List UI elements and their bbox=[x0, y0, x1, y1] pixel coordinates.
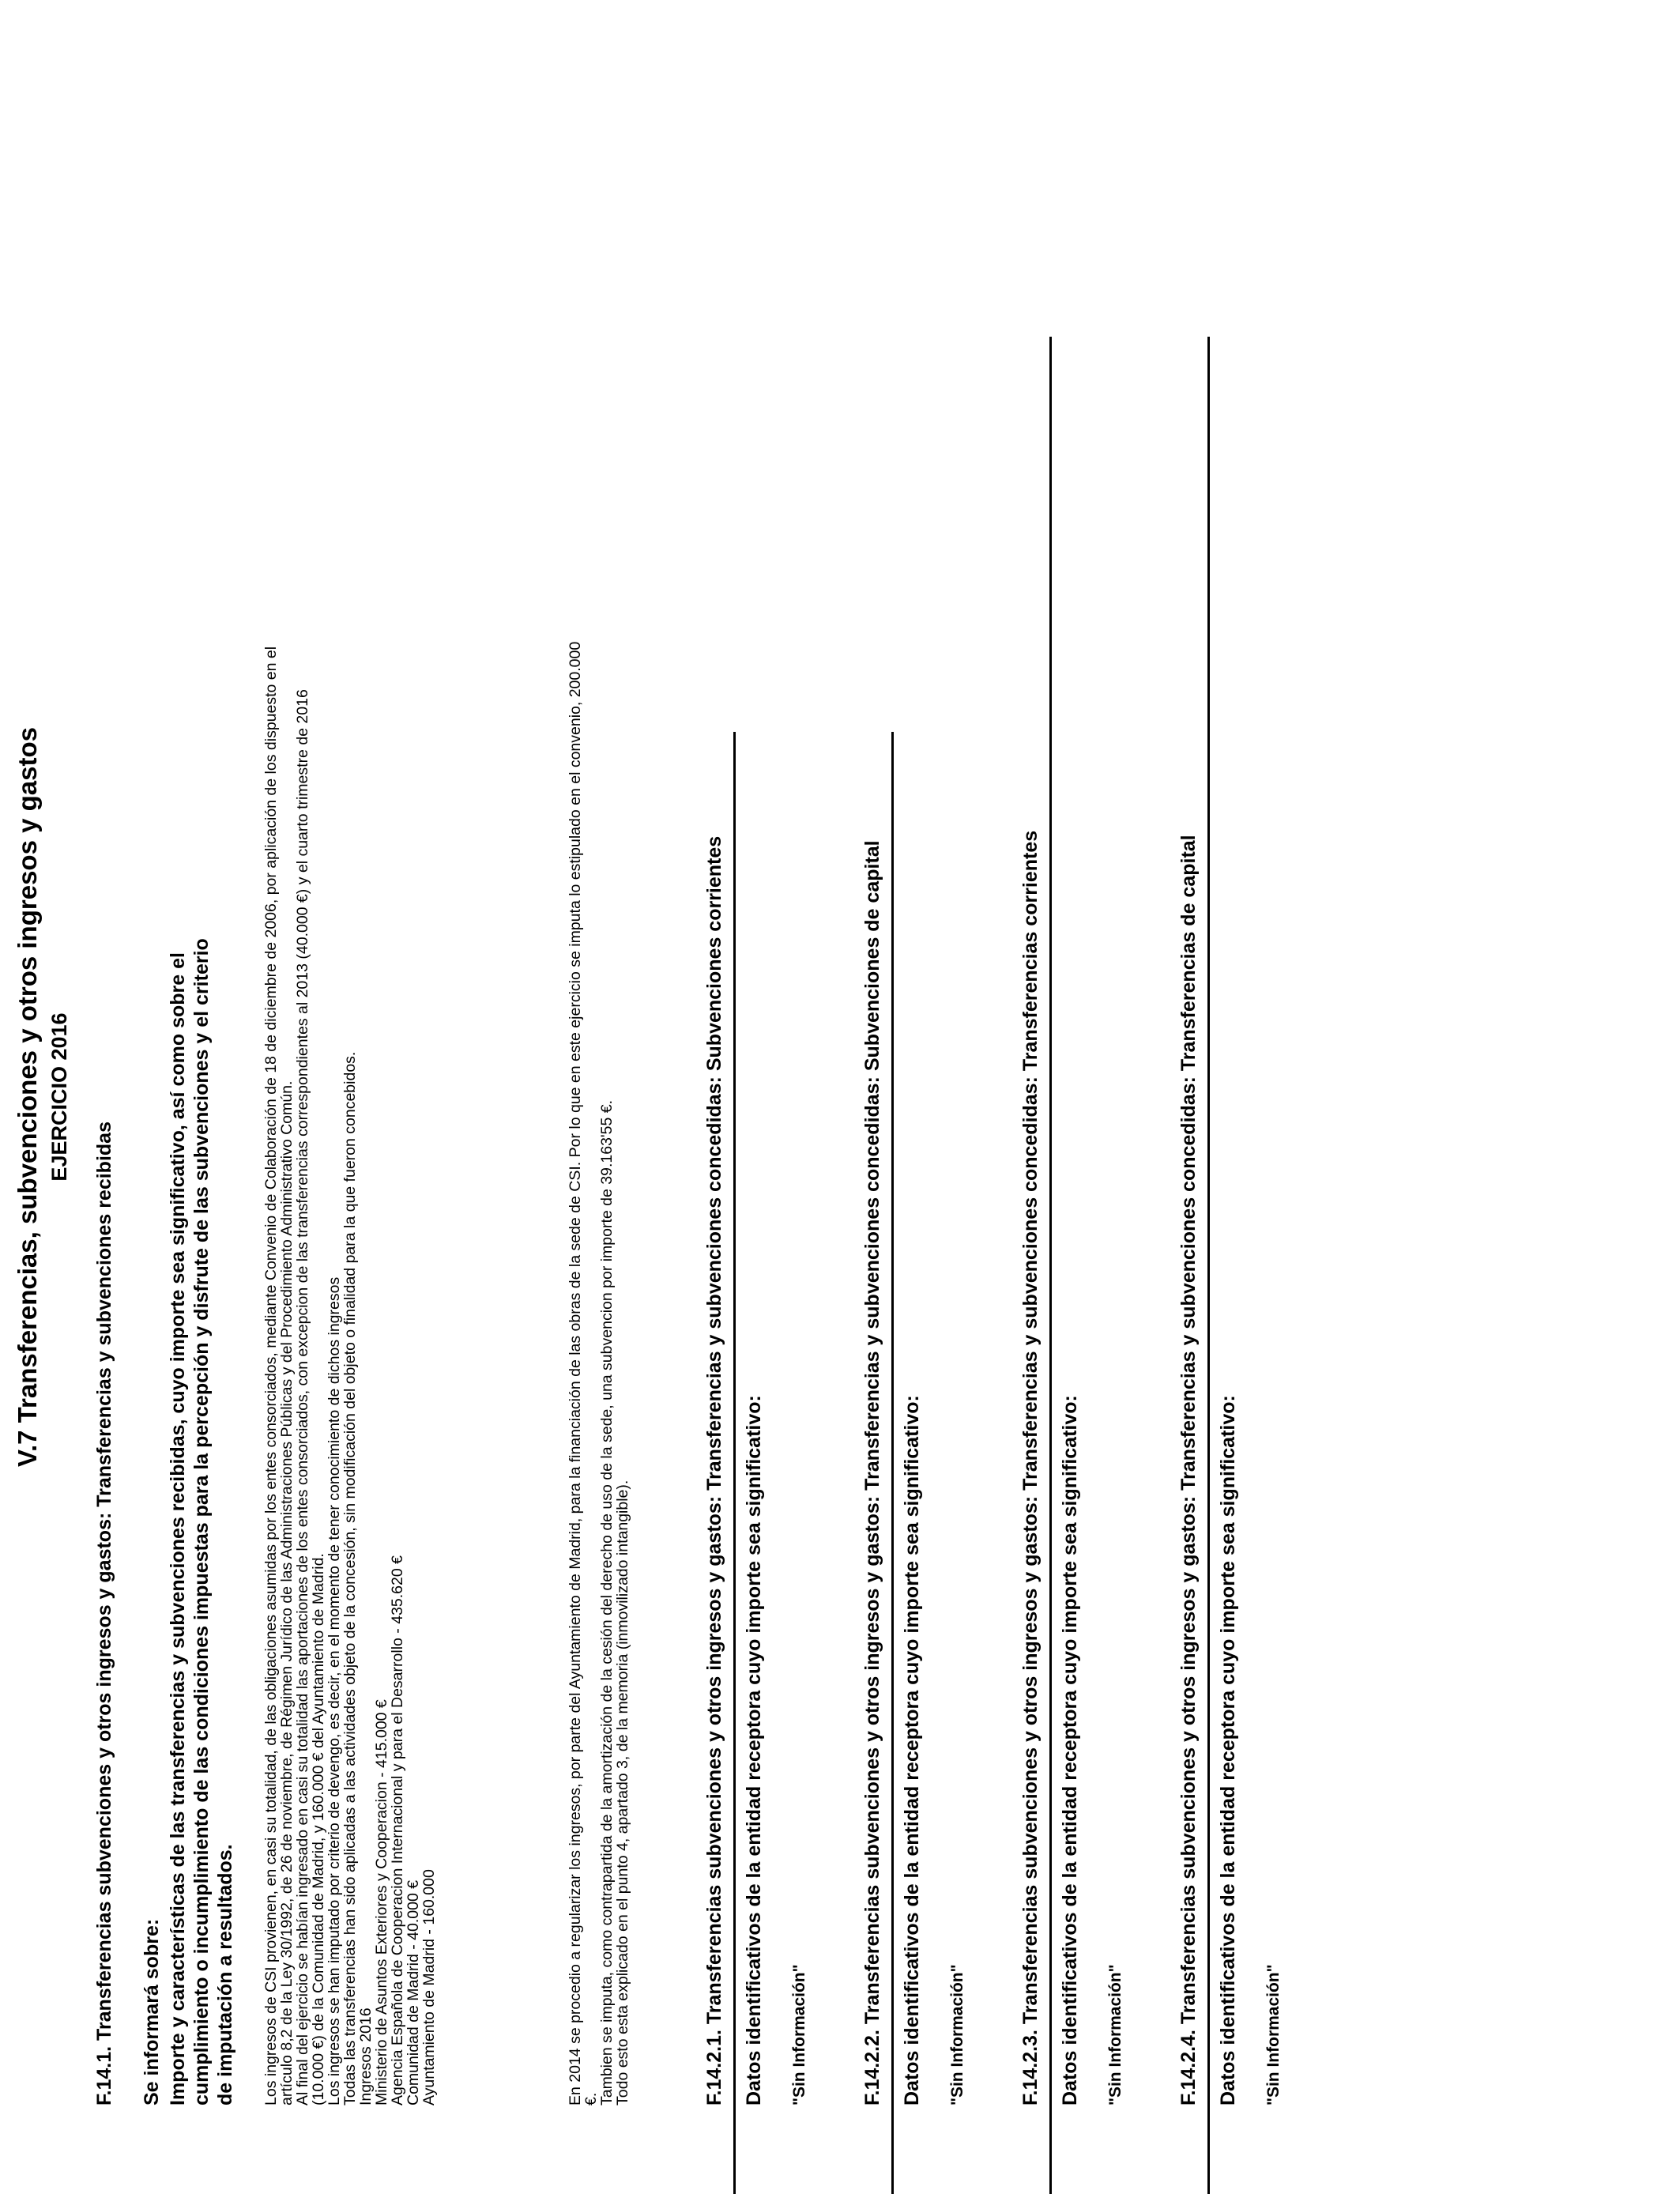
receiver-value: "Sin Información" bbox=[1264, 1964, 1283, 2105]
receiver-label: Datos identificativos de la entidad receptora cuyo importe sea significativo: bbox=[743, 1395, 765, 2105]
paragraph-line: Comunidad de Madrid - 40.000 € bbox=[405, 1879, 422, 2105]
paragraph-line: Al final del ejercicio se habían ingresado en casi su totalidad las aportaciones de los entes consorciados, con excepcion de las transferencias correspondientes al 2013 (40.000 €) y el cuarto trimestre de 2016 bbox=[294, 689, 311, 2105]
receiver-value: "Sin Información" bbox=[1106, 1964, 1124, 2105]
section-heading-14-2-4: F.14.2.4. Transferencias subvenciones y otros ingresos y gastos: Transferencias y subvenciones concedidas: Transferencias de capital bbox=[1177, 835, 1200, 2105]
section-heading-14-2-1: F.14.2.1. Transferencias subvenciones y otros ingresos y gastos: Transferencias y subvenciones concedidas: Subvenciones corrientes bbox=[703, 835, 725, 2105]
inform-body: Importe y características de las transferencias y subvenciones recibidas, cuyo importe sea significativo, así como sobre el cumplimiento o incumplimiento de las condiciones impuestas para la percepción y disfrute de las subvenciones y el criterio de imputación a resultados. bbox=[167, 938, 236, 2105]
receiver-value: "Sin Información" bbox=[948, 1964, 966, 2105]
section-heading-14-2-3: F.14.2.3. Transferencias subvenciones y otros ingresos y gastos: Transferencias y subvenciones concedidas: Transferencias corrientes bbox=[1019, 830, 1042, 2105]
page-subtitle: EJERCICIO 2016 bbox=[47, 1012, 71, 1182]
receiver-label: Datos identificativos de la entidad receptora cuyo importe sea significativo: bbox=[901, 1395, 923, 2105]
divider bbox=[1207, 337, 1210, 2194]
page-title: V.7 Transferencias, subvenciones y otros ingresos y gastos bbox=[13, 727, 42, 1468]
paragraph-line: Los ingresos de CSI provienen, en casi su totalidad, de las obligaciones asumidas por los entes consorciados, mediante Convenio de Colaboración de 18 de diciembre de 2006, por aplicación de los dispuesto en el bbox=[262, 646, 280, 2105]
receiver-label: Datos identificativos de la entidad receptora cuyo importe sea significativo: bbox=[1059, 1395, 1081, 2105]
income-paragraph bbox=[263, 647, 437, 2105]
paragraph-line: €. bbox=[582, 2092, 600, 2105]
divider bbox=[1049, 337, 1052, 2194]
section-heading-14-2-2: F.14.2.2. Transferencias subvenciones y otros ingresos y gastos: Transferencias y subvenciones concedidas: Subvenciones de capital bbox=[861, 840, 883, 2105]
paragraph-line: (10.000 €) de la Comunidad de Madrid, y 160.000 € del Ayuntamiento de Madrid. bbox=[310, 1553, 327, 2105]
paragraph-line: En 2014 se procedio a regularizar los ingresos, por parte del Ayuntamiento de Madrid, para la financiación de las obras de la sede de CSI. Por lo que en este ejercicio se imputa lo estipulado en el convenio, 200.000 bbox=[567, 641, 584, 2105]
paragraph-line: Todas las transferencias han sido aplicadas a las actividades objeto de la concesión, sin modificación del objeto o finalidad para la que fueron concebidos. bbox=[341, 1051, 359, 2105]
paragraph-line: Ayuntamiento de Madrid - 160.000 bbox=[420, 1869, 438, 2105]
paragraph-line: Agencia Española de Cooperacion Internacional y para el Desarrollo - 435.620 € bbox=[389, 1555, 406, 2105]
receiver-value: "Sin Información" bbox=[790, 1964, 808, 2105]
paragraph-line: artículo 8,2 de la Ley 30/1992, de 26 de noviembre, de Régimen Jurídico de las Administraciones Públicas y del Procedimiento Administrativo Común. bbox=[278, 1080, 296, 2105]
section-heading-received: F.14.1. Transferencias subvenciones y otros ingresos y gastos: Transferencias y subvenciones recibidas bbox=[93, 1122, 115, 2105]
receiver-label: Datos identificativos de la entidad receptora cuyo importe sea significativo: bbox=[1217, 1395, 1239, 2105]
paragraph-line: Ingresos 2016 bbox=[357, 2007, 375, 2105]
inform-title: Se informará sobre: bbox=[141, 1918, 163, 2105]
paragraph-line: Tambien se imputa, como contrapartida de la amortización de la cesión del derecho de uso de la sede, una subvencion por importe de 39.163'55 €. bbox=[598, 1099, 616, 2105]
divider bbox=[733, 732, 736, 2194]
paragraph-line: Todo esto esta explicado en el punto 4, apartado 3, de la memoria (inmovilizado intangible). bbox=[614, 1480, 631, 2105]
paragraph-line: Ministerio de Asuntos Exteriores y Cooperacion - 415.000 € bbox=[373, 1699, 390, 2105]
regularization-paragraph bbox=[567, 642, 631, 2105]
paragraph-line: Los ingresos se han imputado por criterio de devengo, es decir, en el momento de tener conocimiento de dichos ingresos bbox=[326, 1276, 343, 2105]
divider bbox=[891, 732, 894, 2194]
